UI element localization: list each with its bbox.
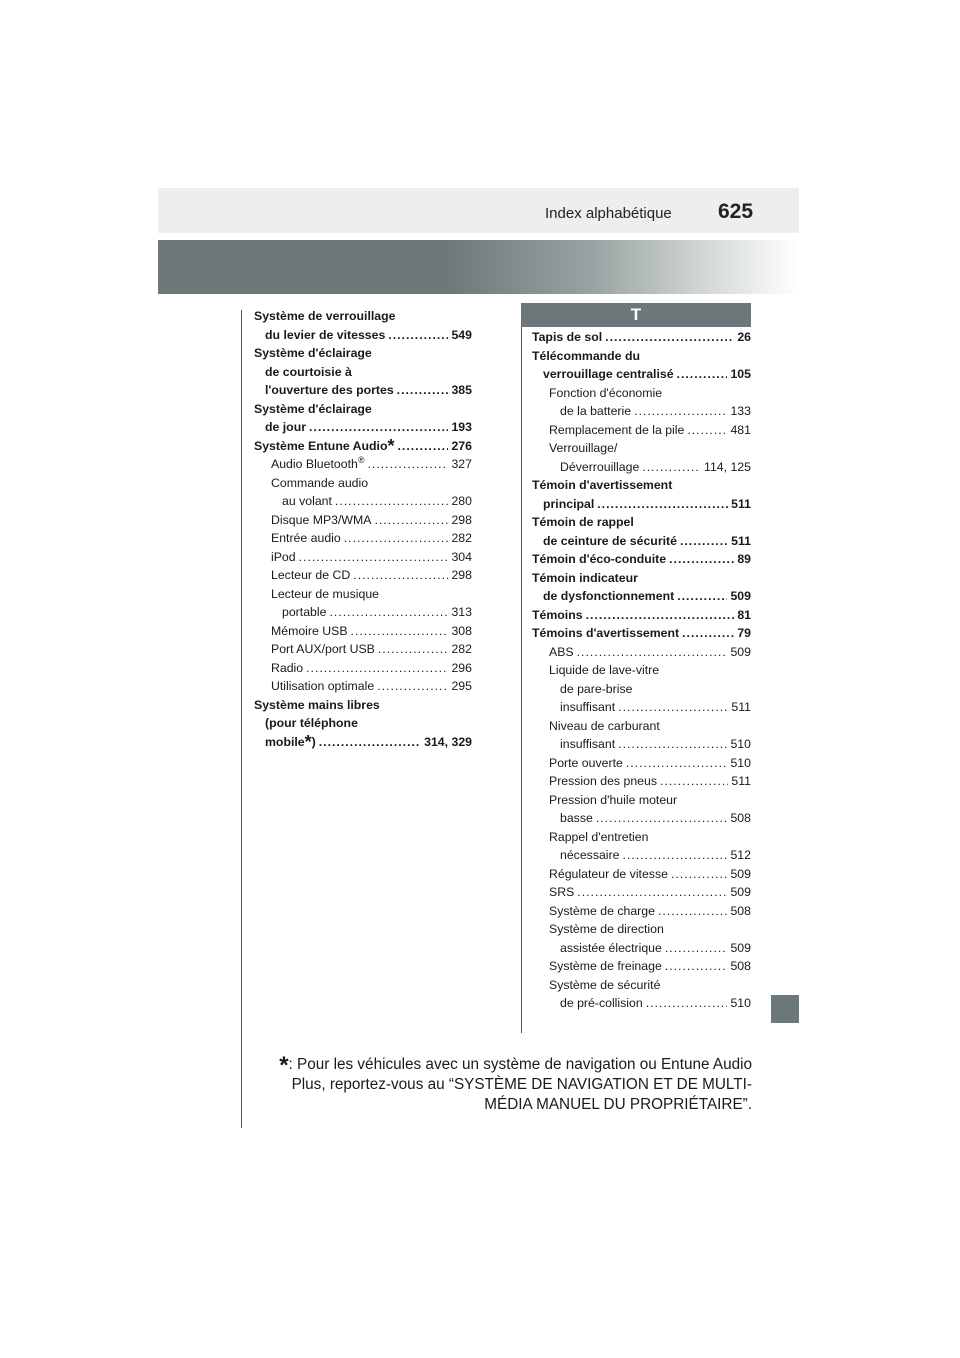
index-column-left — [254, 307, 472, 751]
dot-leader — [351, 622, 449, 641]
left-rule — [241, 310, 242, 1128]
index-entry-term: Audio Bluetooth — [271, 457, 358, 471]
index-entry-last-line — [549, 643, 751, 662]
index-entry-term: portable — [282, 605, 327, 619]
index-entry-line: Commande audio — [271, 475, 369, 490]
index-entry-line: Système d'éclairage — [254, 346, 372, 360]
index-entry — [254, 455, 472, 474]
dot-leader — [658, 902, 728, 921]
page-reference: 81 — [737, 607, 751, 622]
index-entry-term: du levier de vitesses — [265, 327, 386, 342]
page-reference: 508 — [730, 811, 751, 825]
index-column-right — [532, 328, 751, 1013]
index-entry — [532, 976, 751, 1013]
index-entry-term: insuffisant — [560, 700, 616, 714]
page-reference: 276 — [451, 438, 472, 453]
dot-leader — [329, 603, 448, 622]
page-reference: 509 — [730, 885, 751, 899]
index-entry — [254, 511, 472, 530]
page-reference: 114, 125 — [704, 459, 751, 474]
index-entry-last-line — [271, 603, 472, 622]
index-entry-term: Mémoire USB — [271, 623, 348, 638]
index-entry-line: Télécommande du — [532, 348, 640, 363]
dot-leader — [388, 326, 448, 345]
dot-leader — [634, 402, 727, 421]
page-reference: 549 — [451, 327, 472, 342]
index-entry-last-line — [549, 421, 751, 440]
index-entry-last-line — [271, 529, 472, 548]
dot-leader — [378, 640, 449, 659]
page-reference: 509 — [730, 866, 751, 881]
index-entry-last-line — [549, 939, 751, 958]
index-entry-line: Niveau de carburant — [549, 718, 660, 733]
registered-mark: ® — [357, 454, 365, 465]
page-reference: 510 — [730, 996, 751, 1010]
index-entry-last-line — [549, 902, 751, 921]
index-entry-term: basse — [560, 811, 593, 825]
index-entry — [532, 347, 751, 384]
index-entry-last-line — [549, 865, 751, 884]
index-entry-term: de la batterie — [560, 404, 632, 418]
index-entry-last-line — [549, 772, 751, 791]
index-entry-term: Système Entune Audio — [254, 438, 388, 453]
index-entry — [532, 717, 751, 754]
dot-leader — [660, 772, 728, 791]
index-entry — [254, 696, 472, 752]
page-number: 625 — [718, 200, 754, 223]
index-entry-line: Fonction d'économie — [549, 385, 663, 400]
index-entry — [254, 548, 472, 567]
index-entry-suffix: ) — [311, 734, 316, 749]
chapter-tab — [771, 995, 799, 1023]
header-gradient-band — [158, 240, 799, 294]
index-entry — [532, 624, 751, 643]
index-entry-last-line — [532, 365, 751, 384]
index-entry-line: Témoin indicateur — [532, 570, 638, 585]
page-reference: 282 — [451, 531, 472, 545]
index-entry-term: l'ouverture des portes — [265, 383, 394, 397]
index-entry-last-line — [549, 809, 751, 828]
index-entry — [254, 622, 472, 641]
dot-leader — [597, 495, 728, 514]
index-entry-last-line — [532, 624, 751, 643]
page-reference: 481 — [730, 422, 751, 437]
index-entry-term: de jour — [265, 420, 306, 434]
page-reference: 298 — [451, 568, 472, 582]
dot-leader — [367, 455, 448, 474]
page-reference: 385 — [451, 383, 472, 397]
footnote — [272, 1052, 752, 1115]
index-entry-last-line — [271, 640, 472, 659]
index-entry-term: Radio — [271, 660, 304, 675]
index-entry — [254, 529, 472, 548]
index-entry-term: Tapis de sol — [532, 330, 603, 344]
index-entry-last-line — [549, 754, 751, 773]
index-entry — [532, 550, 751, 569]
page-reference: 282 — [451, 642, 472, 656]
dot-leader — [687, 421, 727, 440]
index-entry-term: principal — [543, 496, 595, 511]
index-entry-last-line — [549, 846, 751, 865]
header-title: Index alphabétique — [545, 205, 672, 222]
index-entry-term: Régulateur de vitesse — [549, 866, 668, 881]
dot-leader — [596, 809, 728, 828]
dot-leader — [626, 754, 728, 773]
page-reference: 511 — [731, 774, 751, 788]
index-entry-last-line — [549, 458, 751, 477]
header-bar — [158, 188, 799, 233]
index-entry-line: (pour téléphone — [265, 716, 358, 730]
index-entry — [532, 421, 751, 440]
page-reference: 280 — [451, 494, 472, 508]
dot-leader — [642, 458, 701, 477]
dot-leader — [677, 365, 728, 384]
index-entry — [532, 606, 751, 625]
index-entry — [254, 585, 472, 622]
index-entry-last-line — [254, 326, 472, 345]
index-entry-line: Système de direction — [549, 922, 664, 936]
index-entry — [532, 883, 751, 902]
page-reference: 327 — [451, 457, 472, 471]
dot-leader — [665, 939, 728, 958]
page-reference: 509 — [730, 940, 751, 955]
index-entry-term: de ceinture de sécurité — [543, 533, 677, 548]
dot-leader — [682, 624, 734, 643]
index-entry-line: de pare-brise — [560, 681, 633, 696]
index-entry — [532, 772, 751, 791]
index-entry — [532, 643, 751, 662]
index-entry-term: Témoin d'éco-conduite — [532, 552, 667, 566]
index-entry — [532, 328, 751, 347]
index-entry-last-line — [254, 437, 472, 456]
dot-leader — [335, 492, 449, 511]
index-entry-last-line — [549, 994, 751, 1013]
index-entry-term: de dysfonctionnement — [543, 589, 675, 603]
index-entry-term: insuffisant — [560, 737, 616, 751]
index-entry-last-line — [532, 550, 751, 569]
index-entry-term: Déverrouillage — [560, 459, 640, 474]
page-reference: 511 — [731, 533, 751, 548]
index-entry-last-line — [254, 733, 472, 752]
index-entry — [532, 957, 751, 976]
index-entry-last-line — [549, 735, 751, 754]
page-reference: 512 — [730, 848, 751, 862]
dot-leader — [397, 381, 449, 400]
index-entry-term: Porte ouverte — [549, 755, 623, 770]
index-entry-term: Disque MP3/WMA — [271, 512, 372, 527]
index-entry-line: Rappel d'entretien — [549, 829, 649, 844]
index-entry-line: Système mains libres — [254, 697, 380, 712]
page-reference: 508 — [730, 903, 751, 918]
index-entry-last-line — [532, 587, 751, 606]
dot-leader — [646, 994, 728, 1013]
page-reference: 314, 329 — [424, 734, 472, 749]
index-entry — [254, 437, 472, 456]
index-entry-term: Port AUX/port USB — [271, 642, 375, 656]
index-entry-line: Système de sécurité — [549, 977, 661, 992]
index-entry-line: Verrouillage/ — [549, 441, 618, 455]
page-reference: 89 — [737, 552, 751, 566]
page-reference: 193 — [451, 420, 472, 434]
page-reference: 509 — [730, 589, 751, 603]
dot-leader — [374, 511, 448, 530]
column-divider — [521, 310, 522, 1033]
page-reference: 26 — [737, 330, 751, 344]
index-entry-term: assistée électrique — [560, 940, 662, 955]
index-entry-term: Pression des pneus — [549, 774, 658, 788]
page-reference: 510 — [730, 737, 751, 751]
dot-leader — [397, 437, 448, 456]
footnote-text: : Pour les véhicules avec un système de navigation ou Entune Audio Plus, reportez-vous au “SYSTÈME DE NAVIGATION ET DE MULTI-MÉDIA MANUEL DU PROPRIÉTAIRE”. — [288, 1056, 752, 1113]
index-entry-last-line — [532, 532, 751, 551]
index-entry-last-line — [271, 548, 472, 567]
dot-leader — [680, 532, 728, 551]
dot-leader — [299, 548, 449, 567]
index-entry-last-line — [532, 606, 751, 625]
index-entry — [532, 828, 751, 865]
index-entry-last-line — [549, 402, 751, 421]
index-entry-term: verrouillage centralisé — [543, 367, 674, 381]
index-entry-term: ABS — [549, 644, 574, 659]
page-reference: 133 — [730, 404, 751, 418]
page-reference: 509 — [730, 644, 751, 659]
footnote-star: * — [279, 1052, 289, 1079]
index-entry-last-line — [271, 566, 472, 585]
page-reference: 511 — [731, 496, 751, 511]
page-reference: 508 — [730, 959, 751, 973]
dot-leader — [353, 566, 448, 585]
index-entry-line: Pression d'huile moteur — [549, 792, 678, 807]
index-entry-last-line — [271, 455, 472, 474]
index-entry-line: Témoin de rappel — [532, 515, 634, 529]
index-entry — [532, 569, 751, 606]
index-entry-term: Témoins — [532, 607, 583, 622]
page-reference: 79 — [737, 626, 751, 640]
page-reference: 304 — [451, 549, 472, 564]
index-entry-term: Entrée audio — [271, 531, 341, 545]
dot-leader — [306, 659, 448, 678]
index-entry-last-line — [271, 677, 472, 696]
index-entry-last-line — [549, 957, 751, 976]
index-entry-last-line — [532, 495, 751, 514]
index-entry-line: de courtoisie à — [265, 364, 352, 379]
index-entry-term: nécessaire — [560, 848, 620, 862]
index-entry-term: Lecteur de CD — [271, 568, 351, 582]
index-entry-line: Lecteur de musique — [271, 586, 380, 601]
dot-leader — [671, 865, 728, 884]
index-entry-term: Utilisation optimale — [271, 679, 375, 693]
index-entry-last-line — [271, 511, 472, 530]
index-entry — [254, 474, 472, 511]
dot-leader — [618, 698, 728, 717]
index-entry-term: Système de charge — [549, 903, 655, 918]
index-entry — [532, 754, 751, 773]
dot-leader — [309, 418, 448, 437]
index-entry-line: Système de verrouillage — [254, 309, 396, 323]
index-entry — [254, 677, 472, 696]
index-entry — [532, 920, 751, 957]
index-entry-last-line — [254, 418, 472, 437]
dot-leader — [577, 883, 727, 902]
index-entry-line: Liquide de lave-vitre — [549, 663, 660, 677]
index-entry-line: Système d'éclairage — [254, 401, 372, 416]
index-entry — [254, 400, 472, 437]
dot-leader — [622, 846, 727, 865]
dot-leader — [665, 957, 728, 976]
dot-leader — [377, 677, 448, 696]
index-entry — [532, 661, 751, 717]
page-reference: 308 — [451, 623, 472, 638]
index-entry-line: Témoin d'avertissement — [532, 478, 673, 492]
index-entry-term: Système de freinage — [549, 959, 662, 973]
index-entry — [254, 307, 472, 344]
index-entry-last-line — [532, 328, 751, 347]
dot-leader — [677, 587, 727, 606]
index-entry — [254, 344, 472, 400]
index-entry-term: iPod — [271, 549, 296, 564]
dot-leader — [577, 643, 728, 662]
page-reference: 105 — [730, 367, 751, 381]
page-reference: 296 — [451, 660, 472, 675]
index-entry — [254, 566, 472, 585]
index-entry — [532, 384, 751, 421]
page-reference: 511 — [731, 700, 751, 714]
dot-leader — [344, 529, 449, 548]
index-entry-last-line — [254, 381, 472, 400]
index-entry — [532, 865, 751, 884]
index-entry — [532, 439, 751, 476]
dot-leader — [319, 733, 421, 752]
index-entry-last-line — [271, 659, 472, 678]
index-entry-term: mobile — [265, 734, 305, 749]
index-entry-term: au volant — [282, 494, 332, 508]
index-entry-last-line — [271, 622, 472, 641]
dot-leader — [586, 606, 735, 625]
index-entry-term: Remplacement de la pile — [549, 422, 685, 437]
index-entry-last-line — [271, 492, 472, 511]
page-reference: 298 — [451, 512, 472, 527]
index-entry — [254, 640, 472, 659]
page-reference: 295 — [451, 679, 472, 693]
section-letter-header: T — [521, 303, 751, 327]
index-entry — [532, 513, 751, 550]
dot-leader — [669, 550, 734, 569]
index-entry-term: SRS — [549, 885, 575, 899]
footnote-marker: * — [387, 435, 395, 456]
index-entry-term: Témoins d'avertissement — [532, 626, 680, 640]
index-entry-last-line — [549, 698, 751, 717]
footnote-marker: * — [304, 731, 312, 752]
index-entry — [532, 902, 751, 921]
index-entry-term: de pré-collision — [560, 996, 643, 1010]
index-entry-last-line — [549, 883, 751, 902]
dot-leader — [605, 328, 734, 347]
index-entry — [532, 476, 751, 513]
page-reference: 510 — [730, 755, 751, 770]
dot-leader — [618, 735, 727, 754]
page-reference: 313 — [451, 605, 472, 619]
index-entry — [532, 791, 751, 828]
index-entry — [254, 659, 472, 678]
